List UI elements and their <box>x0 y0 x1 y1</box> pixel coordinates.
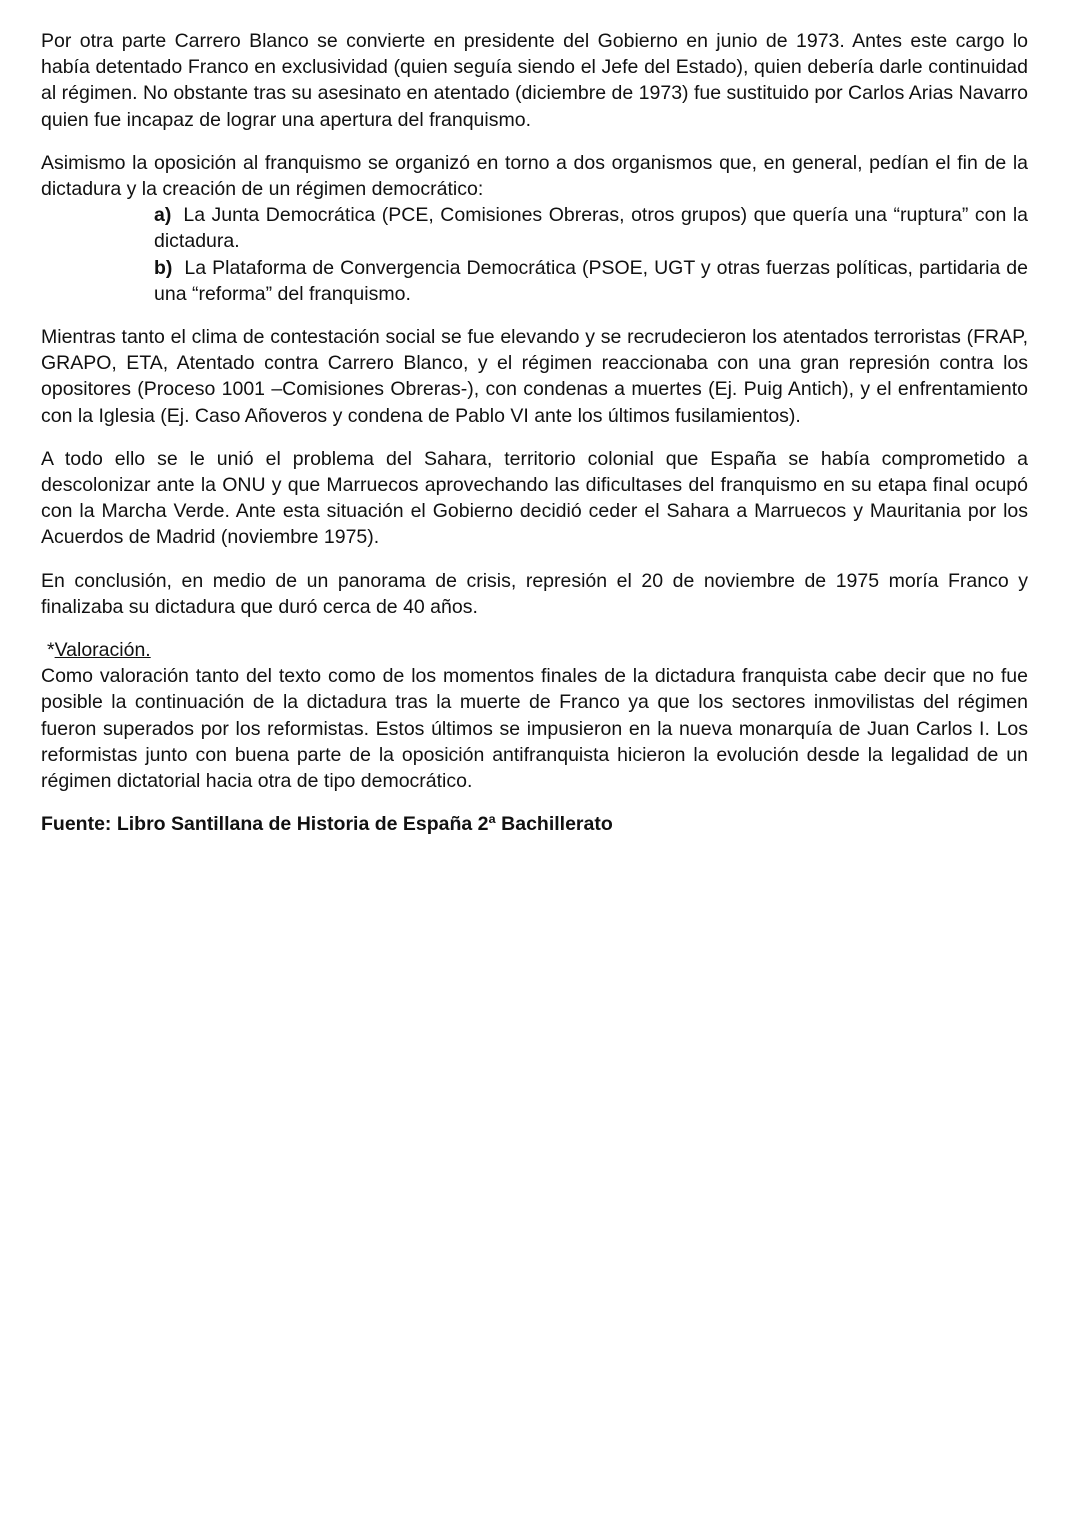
paragraph-contestacion-social: Mientras tanto el clima de contestación social se fue elevando y se recrudecieron los atentados terroristas (FRAP, GRAPO, ETA, Atentado contra Carrero Blanco, y el régimen reaccionaba con una gran represión contra los opositores (Proceso 1001 –Comisiones Obreras-), con condenas a muertes (Ej. Puig Antich), y el enfrentamiento con la Iglesia (Ej. Caso Añoveros y condena de Pablo VI ante los últimos fusilamientos). <box>41 326 1028 427</box>
paragraph-carrero-blanco: Por otra parte Carrero Blanco se convierte en presidente del Gobierno en junio de 1973. Antes este cargo lo había detentado Franco en exclusividad (quien seguía siendo el Jefe del Estado), quien debería darle continuidad al régimen. No obstante tras su asesinato en atentado (diciembre de 1973) fue sustituido por Carlos Arias Navarro quien fue incapaz de lograr una apertura del franquismo. <box>41 30 1028 131</box>
list-text-b: La Plataforma de Convergencia Democrática (PSOE, UGT y otras fuerzas políticas, partidaria de una “reforma” del franquismo. <box>154 256 1028 305</box>
list-marker-b: b) <box>154 256 173 279</box>
oposicion-list <box>154 202 1028 307</box>
valoracion-title: Valoración. <box>54 639 151 662</box>
paragraph-sahara: A todo ello se le unió el problema del Sahara, territorio colonial que España se había comprometido a descolonizar ante la ONU y que Marruecos aprovechando las dificultases del franquismo en su etapa final ocupó con la Marcha Verde. Ante esta situación el Gobierno decidió ceder el Sahara a Marruecos y Mauritania por los Acuerdos de Madrid (noviembre 1975). <box>41 447 1028 549</box>
list-item-plataforma-convergencia <box>154 255 1028 307</box>
paragraph-oposicion: Asimismo la oposición al franquismo se organizó en torno a dos organismos que, en general, pedían el fin de la dictadura y la creación de un régimen democrático: <box>41 151 1028 201</box>
paragraph-valoracion: Como valoración tanto del texto como de los momentos finales de la dictadura franquista cabe decir que no fue posible la continuación de la dictadura tras la muerte de Franco ya que los sectores inmovilistas del régimen fueron superados por los reformistas. Estos últimos se impusieron en la nueva monarquía de Juan Carlos I. Los reformistas junto con buena parte de la oposición antifranquista hicieron la evolución desde la legalidad de un régimen dictatorial hacia otra de tipo democrático. <box>41 665 1028 793</box>
valoracion-asterisk: * <box>47 639 55 662</box>
list-text-a: La Junta Democrática (PCE, Comisiones Obreras, otros grupos) que quería una “ruptura” con la dictadura. <box>154 204 1028 253</box>
source-citation: Fuente: Libro Santillana de Historia de España 2ª Bachillerato <box>41 813 613 836</box>
document-page <box>41 28 1028 837</box>
paragraph-conclusion: En conclusión, en medio de un panorama de crisis, represión el 20 de noviembre de 1975 moría Franco y finalizaba su dictadura que duró cerca de 40 años. <box>41 569 1028 618</box>
valoracion-heading <box>47 637 1028 663</box>
list-item-junta-democratica <box>154 202 1028 254</box>
list-marker-a: a) <box>154 204 172 227</box>
